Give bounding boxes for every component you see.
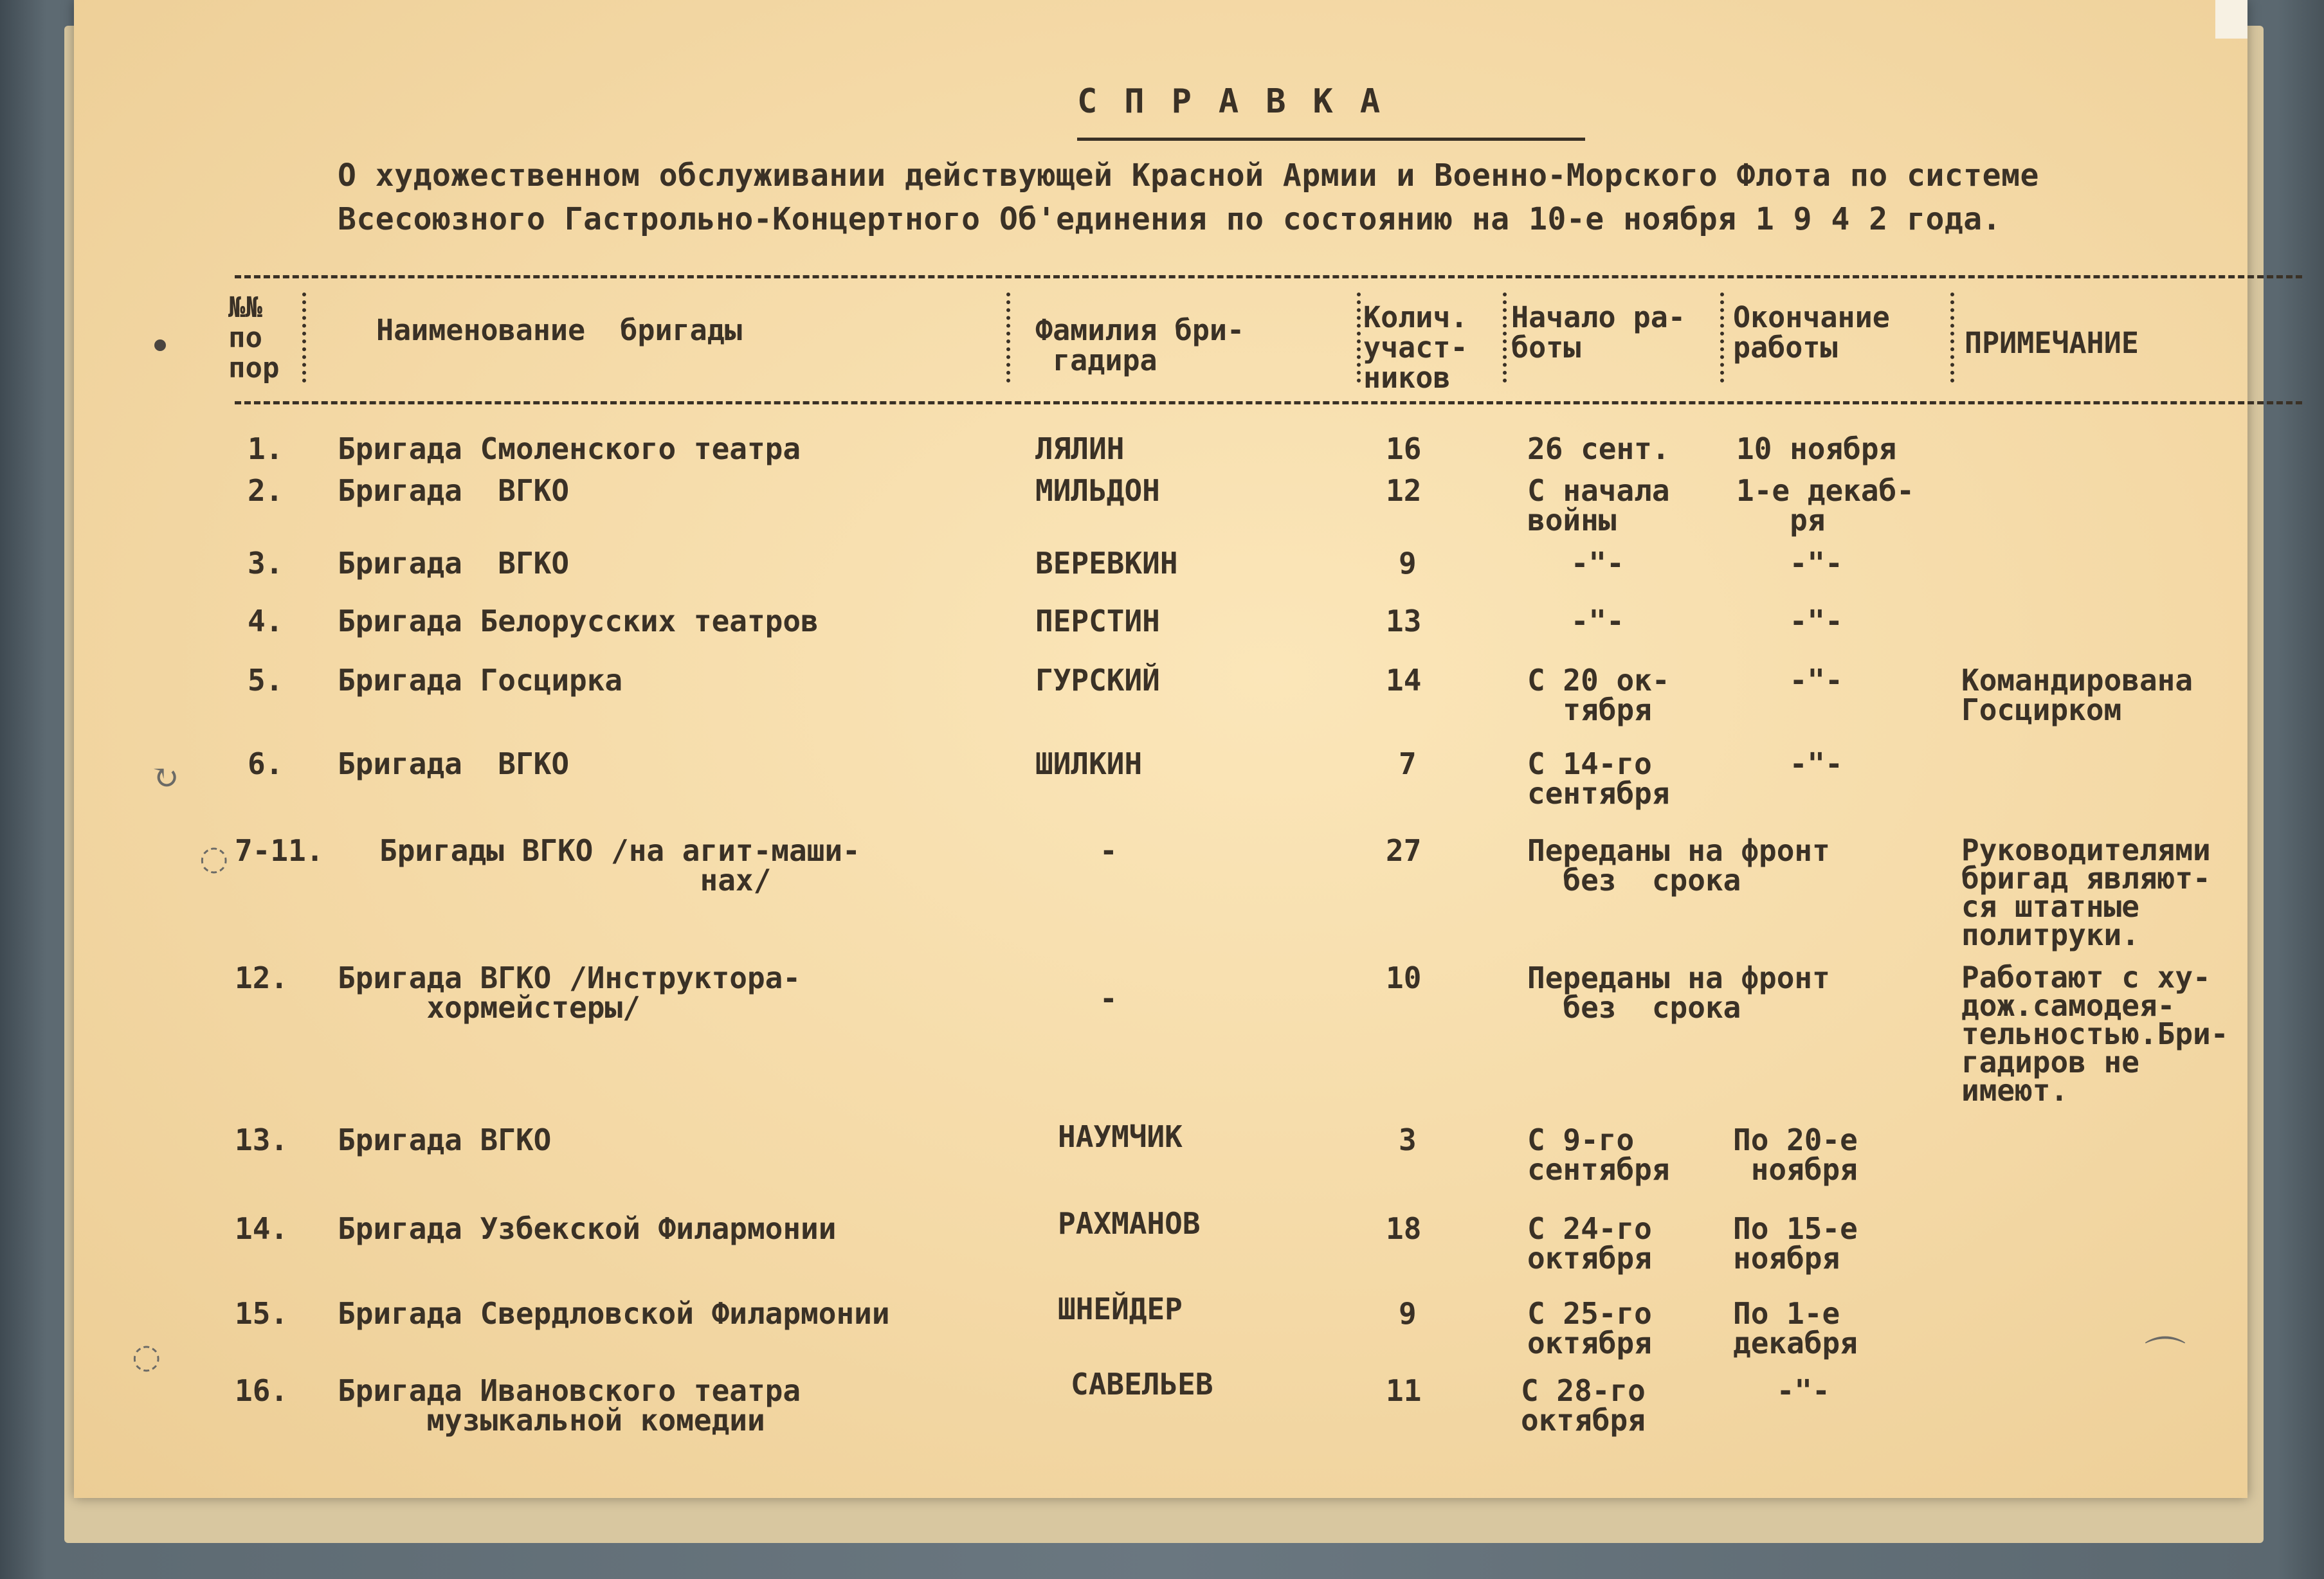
pencil-mark: ◌	[199, 839, 229, 878]
binding-hole	[154, 339, 166, 351]
row-num: 4.	[248, 604, 284, 638]
pencil-mark: ↻	[151, 759, 179, 797]
header-end: Окончание работы	[1733, 300, 1890, 365]
row-note: Работают с ху- дож.самодея- тельностью.Бри- гадиров не имеют.	[1961, 960, 2229, 1108]
paper-strip	[2215, 0, 2247, 39]
row-note: Командирована Госцирком	[1961, 663, 2193, 727]
row-num: 15.	[235, 1296, 289, 1331]
row-leader: ВЕРЕВКИН	[1035, 546, 1178, 581]
column-separator	[1006, 293, 1010, 383]
row-end: -"-	[1772, 604, 1843, 638]
row-count: 14	[1386, 663, 1422, 698]
row-start: С 20 ок- тября	[1527, 663, 1670, 727]
row-leader: МИЛЬДОН	[1035, 473, 1160, 508]
row-num: 13.	[235, 1123, 289, 1157]
row-end: -"-	[1772, 746, 1843, 781]
row-start: Переданы на фронт без срока	[1527, 961, 1830, 1025]
row-num: 2.	[248, 473, 284, 508]
row-end: -"-	[1772, 546, 1843, 581]
row-num: 7-11.	[235, 833, 324, 868]
row-leader: ШНЕЙДЕР	[1058, 1292, 1183, 1326]
row-start: С 9-го сентября	[1527, 1123, 1670, 1187]
row-name: Бригада Смоленского театра	[338, 431, 801, 466]
row-count: 10	[1386, 961, 1422, 995]
row-name: Бригада Госцирка	[338, 663, 623, 698]
row-name: Бригада Узбекской Филармонии	[338, 1211, 837, 1246]
row-name: Бригада ВГКО /Инструктора- хормейстеры/	[338, 961, 801, 1025]
document-subtitle-line1: О художественном обслуживании действующей Красной Армии и Военно-Морского Флота по системе	[338, 158, 2039, 194]
header-note: ПРИМЕЧАНИЕ	[1965, 326, 2139, 360]
row-count: 12	[1386, 473, 1422, 508]
row-leader: НАУМЧИК	[1058, 1119, 1183, 1154]
row-leader: ПЕРСТИН	[1035, 604, 1160, 638]
document-title: СПРАВКА	[1077, 82, 1408, 121]
row-count: 13	[1386, 604, 1422, 638]
row-leader: -	[1100, 981, 1118, 1016]
document-subtitle-line2: Всесоюзного Гастрольно-Концертного Об'единения по состоянию на 10-е ноября 1 9 4 2 года.	[338, 201, 2002, 237]
row-count: 27	[1386, 833, 1422, 868]
row-name: Бригада Свердловской Филармонии	[338, 1296, 890, 1331]
row-count: 18	[1386, 1211, 1422, 1246]
row-num: 16.	[235, 1373, 289, 1408]
column-separator	[1950, 293, 1954, 383]
row-end: По 1-е декабря	[1733, 1296, 1858, 1360]
row-num: 14.	[235, 1211, 289, 1246]
row-end: -"-	[1772, 663, 1843, 698]
header-leader: Фамилия бри- гадира	[1035, 313, 1245, 377]
row-count: 11	[1386, 1373, 1422, 1408]
row-count: 16	[1386, 431, 1422, 466]
row-start: 26 сент.	[1527, 431, 1670, 466]
row-end: 1-е декаб- ря	[1736, 473, 1914, 537]
header-name: Наименование бригады	[376, 313, 742, 347]
row-name: Бригада ВГКО	[338, 746, 570, 781]
row-name: Бригады ВГКО /на агит-маши- нах/	[379, 833, 860, 898]
row-start: С 25-го октября	[1527, 1296, 1652, 1360]
document-page	[74, 0, 2247, 1498]
row-leader: САВЕЛЬЕВ	[1071, 1367, 1213, 1402]
row-num: 1.	[248, 431, 284, 466]
row-count: 9	[1399, 1296, 1417, 1331]
column-separator	[1503, 293, 1507, 383]
row-end: По 20-е ноября	[1733, 1123, 1858, 1187]
row-leader: ГУРСКИЙ	[1035, 663, 1160, 698]
header-start: Начало ра- боты	[1511, 300, 1685, 365]
row-count: 7	[1399, 746, 1417, 781]
row-name: Бригада Ивановского театра музыкальной комедии	[338, 1373, 801, 1438]
table-top-rule	[235, 275, 2302, 278]
column-separator	[1720, 293, 1724, 383]
row-leader: -	[1100, 833, 1118, 868]
row-start: -"-	[1553, 546, 1624, 581]
column-separator	[1357, 293, 1361, 383]
header-count: Колич. участ- ников	[1363, 300, 1468, 395]
row-count: 9	[1399, 546, 1417, 581]
pencil-mark: ◌	[132, 1337, 161, 1376]
row-start: С 24-го октября	[1527, 1211, 1652, 1276]
row-start: -"-	[1553, 604, 1624, 638]
row-name: Бригада ВГКО	[338, 473, 570, 508]
row-end: -"-	[1759, 1373, 1830, 1408]
row-count: 3	[1399, 1123, 1417, 1157]
row-leader: ЛЯЛИН	[1035, 431, 1125, 466]
row-start: Переданы на фронт без срока	[1527, 833, 1830, 898]
header-num: №№ по пор	[228, 291, 280, 384]
row-num: 3.	[248, 546, 284, 581]
row-leader: ШИЛКИН	[1035, 746, 1143, 781]
row-name: Бригада Белорусских театров	[338, 604, 819, 638]
row-name: Бригада ВГКО	[338, 1123, 552, 1157]
row-name: Бригада ВГКО	[338, 546, 570, 581]
table-header-rule	[235, 401, 2302, 404]
row-num: 6.	[248, 746, 284, 781]
row-start: С 14-го сентября	[1527, 746, 1670, 811]
row-num: 5.	[248, 663, 284, 698]
row-end: 10 ноября	[1736, 431, 1897, 466]
row-end: По 15-е ноября	[1733, 1211, 1858, 1276]
column-separator	[302, 293, 306, 383]
row-num: 12.	[235, 961, 289, 995]
row-start: С начала войны	[1527, 473, 1670, 537]
row-start: С 28-го октября	[1521, 1373, 1646, 1438]
title-underline	[1077, 138, 1585, 141]
pencil-mark: ⌒	[2145, 1334, 2186, 1382]
row-leader: РАХМАНОВ	[1058, 1206, 1201, 1241]
row-note: Руководителями бригад являют- ся штатные политруки.	[1961, 833, 2211, 952]
